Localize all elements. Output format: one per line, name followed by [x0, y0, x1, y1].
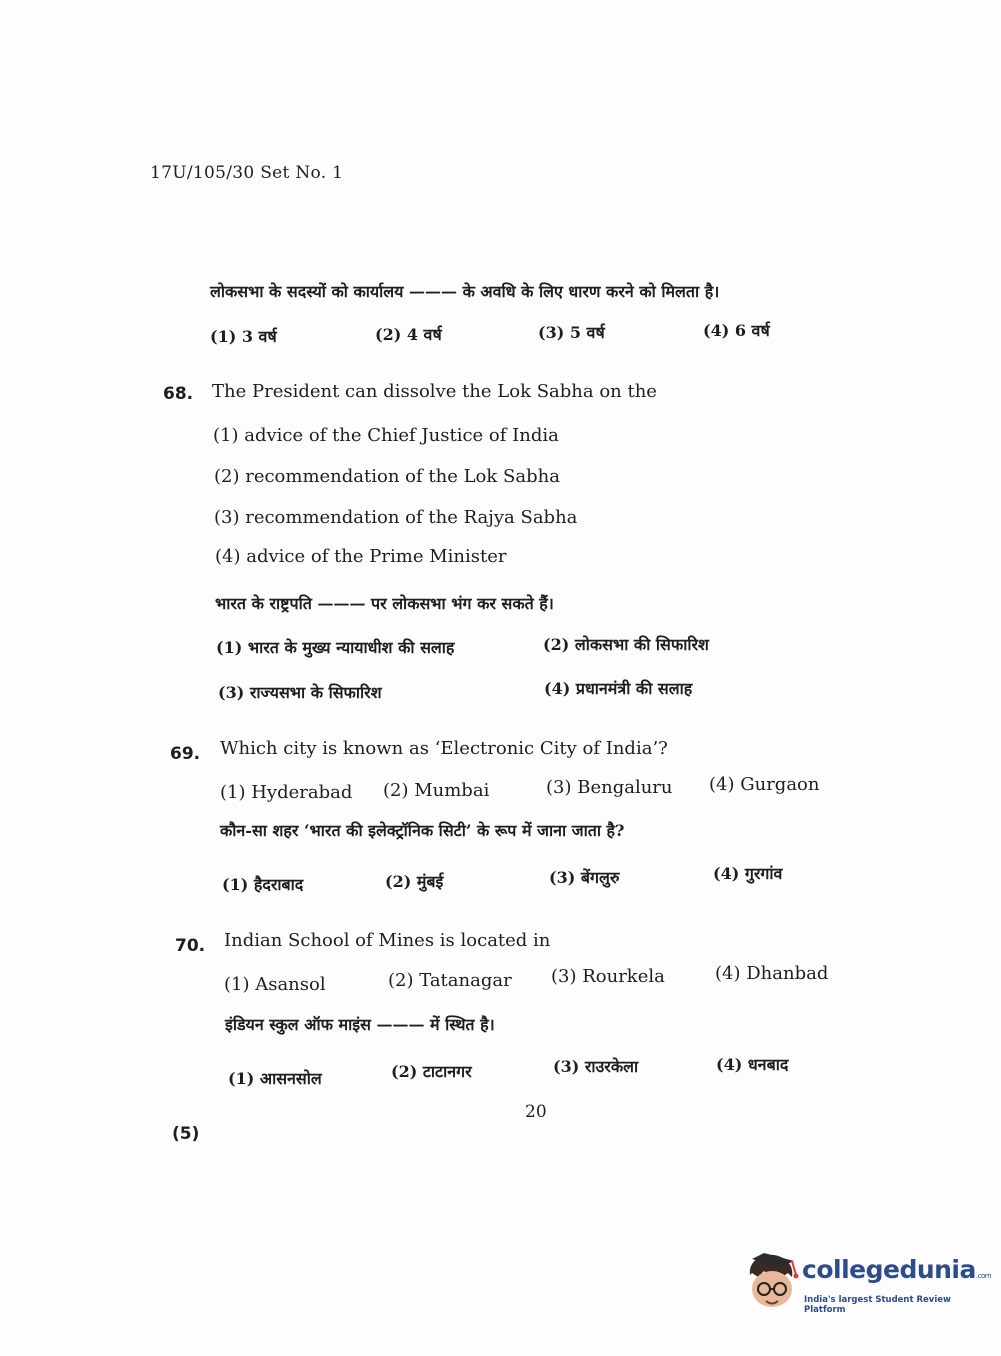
q67-hindi-question: लोकसभा के सदस्यों को कार्यालय ——— के अवधि के लिए धारण करने को मिलता है।	[210, 282, 720, 301]
q69-hindi-option-4: (4) गुरगांव	[713, 864, 783, 883]
q68-option-2: (2) recommendation of the Lok Sabha	[214, 466, 560, 487]
q69-question: Which city is known as ‘Electronic City of India’?	[220, 738, 668, 759]
q67-hindi-option-2: (2) 4 वर्ष	[375, 325, 442, 344]
page-number: 20	[525, 1102, 547, 1122]
q70-option-2: (2) Tatanagar	[388, 970, 512, 991]
q68-hindi-option-1: (1) भारत के मुख्य न्यायाधीश की सलाह	[216, 638, 455, 657]
q69-hindi-option-1: (1) हैदराबाद	[222, 875, 304, 894]
q67-hindi-option-1: (1) 3 वर्ष	[210, 327, 277, 346]
logo-name: collegedunia.com	[802, 1255, 992, 1284]
logo-tagline: India's largest Student Review Platform	[804, 1295, 951, 1315]
q68-hindi-question: भारत के राष्ट्रपति ——— पर लोकसभा भंग कर सकते हैं।	[215, 594, 554, 613]
page-mark: (5)	[172, 1124, 200, 1144]
q68-hindi-option-3: (3) राज्यसभा के सिफारिश	[218, 683, 382, 702]
q69-hindi-option-2: (2) मुंबई	[385, 872, 444, 891]
q70-hindi-option-1: (1) आसनसोल	[228, 1069, 322, 1088]
q68-hindi-option-4: (4) प्रधानमंत्री की सलाह	[544, 679, 693, 698]
q68-option-1: (1) advice of the Chief Justice of India	[213, 425, 559, 446]
q69-hindi-option-3: (3) बेंगलुरु	[549, 868, 620, 887]
q70-hindi-option-2: (2) टाटानगर	[391, 1062, 472, 1081]
q68-number: 68.	[163, 384, 194, 404]
q67-hindi-option-4: (4) 6 वर्ष	[703, 321, 770, 340]
q67-hindi-option-3: (3) 5 वर्ष	[538, 323, 605, 342]
paper-code: 17U/105/30 Set No. 1	[150, 163, 344, 183]
q68-option-4: (4) advice of the Prime Minister	[215, 546, 507, 567]
q69-option-2: (2) Mumbai	[383, 780, 490, 801]
mascot-icon	[742, 1251, 800, 1313]
q70-option-4: (4) Dhanbad	[715, 963, 829, 984]
collegedunia-logo	[742, 1247, 992, 1317]
q70-hindi-option-3: (3) राउरकेला	[553, 1057, 639, 1076]
q68-question: The President can dissolve the Lok Sabha on the	[212, 381, 657, 402]
q70-hindi-question: इंडियन स्कुल ऑफ माइंस ——— में स्थित है।	[225, 1015, 495, 1034]
q69-number: 69.	[170, 744, 201, 764]
q70-number: 70.	[175, 936, 206, 956]
q69-option-4: (4) Gurgaon	[709, 774, 820, 795]
logo-domain-suffix: .com	[975, 1272, 992, 1280]
q69-option-3: (3) Bengaluru	[546, 777, 673, 798]
q69-option-1: (1) Hyderabad	[220, 782, 353, 803]
q69-hindi-question: कौन-सा शहर ‘भारत की इलेक्ट्रॉनिक सिटी’ के रूप में जाना जाता है?	[220, 821, 625, 840]
q68-hindi-option-2: (2) लोकसभा की सिफारिश	[543, 635, 709, 654]
q70-hindi-option-4: (4) धनबाद	[716, 1055, 789, 1074]
q70-option-3: (3) Rourkela	[551, 966, 665, 987]
q70-question: Indian School of Mines is located in	[224, 930, 551, 951]
q68-option-3: (3) recommendation of the Rajya Sabha	[214, 507, 578, 528]
q70-option-1: (1) Asansol	[224, 974, 326, 995]
